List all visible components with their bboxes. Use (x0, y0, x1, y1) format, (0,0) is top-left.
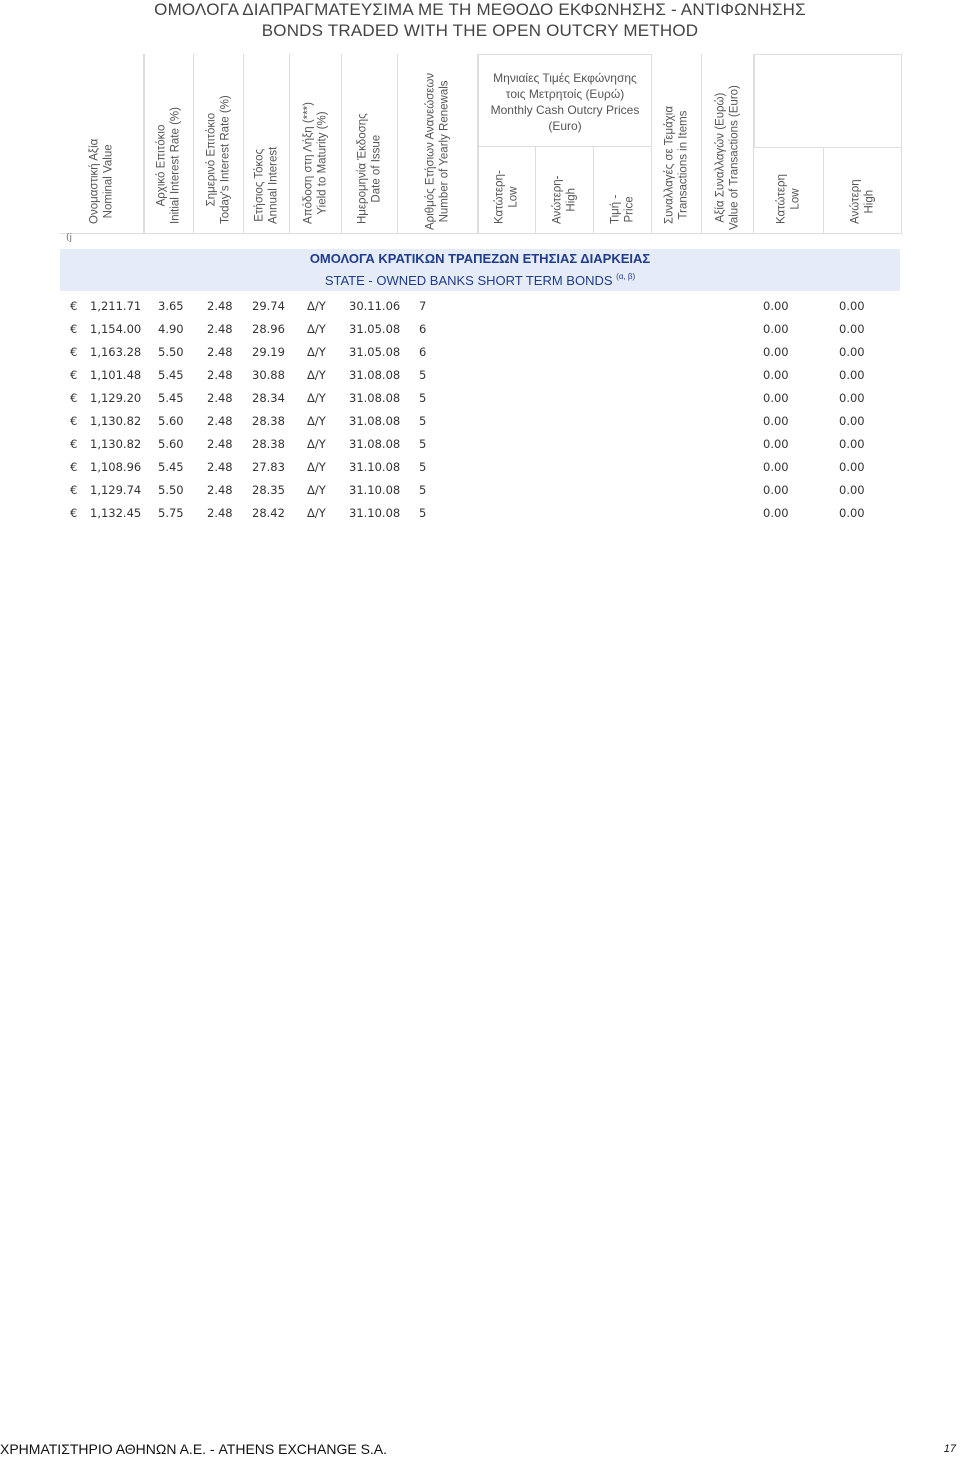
cell-yield: Δ/Υ (307, 322, 326, 336)
col-today-en: Today's Interest Rate (%) (218, 95, 231, 224)
col-transactions-header (652, 54, 702, 234)
cell-yield: Δ/Υ (307, 460, 326, 474)
cell-renewals: 5 (419, 506, 427, 520)
cell-currency: € (70, 414, 78, 428)
cell-initial-rate: 5.45 (158, 368, 184, 382)
cell-high: 0.00 (839, 506, 865, 520)
col-ytm-gr: Απόδοση στη Λήξη (***) (302, 102, 314, 224)
cell-currency: € (70, 322, 78, 336)
col-low-header (754, 147, 824, 234)
monthly-line4: (Euro) (548, 119, 582, 133)
section-note: (α, β) (616, 272, 636, 281)
cell-renewals: 6 (419, 345, 427, 359)
cell-today-rate: 2.48 (207, 414, 233, 428)
col-nominal-gr: Ονομαστική Αξία (88, 138, 100, 224)
cell-yield: Δ/Υ (307, 345, 326, 359)
cell-nominal: 1,132.45 (90, 506, 142, 520)
cell-nominal: 1,129.20 (90, 391, 142, 405)
cell-today-rate: 2.48 (207, 506, 233, 520)
monthly-prices-header (478, 54, 652, 147)
cell-initial-rate: 5.45 (158, 391, 184, 405)
table-row (0, 483, 960, 501)
cell-today-rate: 2.48 (207, 345, 233, 359)
table-row (0, 345, 960, 363)
table-row (0, 368, 960, 386)
col-m-low-gr: Κατώτερη- (493, 170, 506, 224)
cell-low: 0.00 (763, 368, 789, 382)
col-m-price-header (594, 147, 652, 234)
cell-high: 0.00 (839, 368, 865, 382)
cell-nominal: 1,130.82 (90, 414, 142, 428)
cell-low: 0.00 (763, 299, 789, 313)
cell-issue-date: 31.08.08 (349, 391, 401, 405)
cell-annual-interest: 27.83 (252, 460, 285, 474)
cell-today-rate: 2.48 (207, 368, 233, 382)
col-nominal-en: Nominal Value (101, 144, 114, 219)
cell-today-rate: 2.48 (207, 460, 233, 474)
col-initial-gr: Αρχικό Επιτόκιο (155, 124, 168, 207)
cell-issue-date: 31.08.08 (349, 368, 401, 382)
cell-low: 0.00 (763, 345, 789, 359)
cell-low: 0.00 (763, 322, 789, 336)
table-row (0, 299, 960, 317)
col-value-gr: Αξία Συναλλαγών (Ευρώ) (714, 92, 726, 223)
col-renewals-header (398, 54, 478, 234)
cell-issue-date: 30.11.06 (349, 299, 401, 313)
col-m-high-en: High (564, 187, 577, 212)
col-initial-en: Initial Interest Rate (%) (169, 107, 181, 224)
col-today-gr: Σημερινό Επιτόκιο (205, 112, 217, 207)
cell-issue-date: 31.10.08 (349, 460, 401, 474)
cell-annual-interest: 28.35 (252, 483, 285, 497)
cell-currency: € (70, 437, 78, 451)
cell-issue-date: 31.08.08 (349, 437, 401, 451)
cell-high: 0.00 (839, 345, 865, 359)
cell-currency: € (70, 483, 78, 497)
cell-initial-rate: 3.65 (158, 299, 184, 313)
cell-currency: € (70, 391, 78, 405)
cell-issue-date: 31.08.08 (349, 414, 401, 428)
cell-renewals: 6 (419, 322, 427, 336)
cell-renewals: 5 (419, 414, 427, 428)
col-annual-header (244, 54, 290, 234)
cell-annual-interest: 28.34 (252, 391, 285, 405)
cell-high: 0.00 (839, 483, 865, 497)
cell-annual-interest: 28.96 (252, 322, 285, 336)
section-title-english-text: STATE - OWNED BANKS SHORT TERM BONDS (324, 273, 613, 288)
footer-text: ΧΡΗΜΑΤΙΣΤΗΡΙΟ ΑΘΗΝΩΝ Α.Ε. - ATHENS EXCHANGE S.A. (0, 1441, 388, 1457)
cell-high: 0.00 (839, 437, 865, 451)
cell-today-rate: 2.48 (207, 299, 233, 313)
cell-renewals: 5 (419, 483, 427, 497)
cell-currency: € (70, 506, 78, 520)
table-row (0, 414, 960, 432)
cell-today-rate: 2.48 (207, 391, 233, 405)
cell-today-rate: 2.48 (207, 483, 233, 497)
col-m-low-header (478, 147, 536, 234)
header-bottom-rule (60, 233, 902, 234)
cell-yield: Δ/Υ (307, 368, 326, 382)
col-annual-gr: Ετήσιος Τόκος (253, 148, 265, 222)
cell-nominal: 1,129.74 (90, 483, 142, 497)
price-range-header-box (754, 54, 902, 147)
cell-yield: Δ/Υ (307, 391, 326, 405)
cell-low: 0.00 (763, 414, 789, 428)
page-footer (0, 1441, 960, 1459)
cell-renewals: 5 (419, 391, 427, 405)
col-today-header (194, 54, 244, 234)
cell-nominal: 1,163.28 (90, 345, 142, 359)
page-number: 17 (943, 1443, 956, 1455)
col-low-gr: Κατώτερη (775, 174, 787, 224)
cell-renewals: 5 (419, 437, 427, 451)
cell-nominal: 1,211.71 (90, 299, 142, 313)
cell-yield: Δ/Υ (307, 299, 326, 313)
cell-yield: Δ/Υ (307, 483, 326, 497)
cell-annual-interest: 28.38 (252, 414, 285, 428)
col-m-price-en: Price (622, 196, 635, 223)
cell-nominal: 1,154.00 (90, 322, 142, 336)
col-transactions-gr: Συναλλαγές σε Τεμάχια (663, 106, 675, 224)
col-nominal-header (60, 54, 144, 234)
cell-annual-interest: 29.74 (252, 299, 285, 313)
col-date-en: Date of Issue (369, 134, 382, 203)
cell-yield: Δ/Υ (307, 414, 326, 428)
cell-low: 0.00 (763, 483, 789, 497)
cell-renewals: 5 (419, 368, 427, 382)
cell-low: 0.00 (763, 460, 789, 474)
section-banner (60, 249, 900, 291)
col-high-gr: Ανώτερη (849, 179, 861, 224)
col-renewals-gr: Αριθμός Ετήσιων Ανανεώσεων (424, 72, 436, 230)
cell-today-rate: 2.48 (207, 437, 233, 451)
cell-yield: Δ/Υ (307, 437, 326, 451)
col-annual-en: Annual Interest (266, 146, 279, 224)
cell-issue-date: 31.10.08 (349, 483, 401, 497)
cell-high: 0.00 (839, 299, 865, 313)
cell-high: 0.00 (839, 414, 865, 428)
table-row (0, 460, 960, 478)
col-value-header (702, 54, 754, 234)
cell-nominal: 1,101.48 (90, 368, 142, 382)
col-renewals-en: Number of Yearly Renewals (437, 80, 450, 223)
cell-initial-rate: 5.50 (158, 345, 184, 359)
table-row (0, 437, 960, 455)
monthly-line2: τοις Μετρητοίς (Ευρώ) (505, 87, 625, 101)
cell-high: 0.00 (839, 460, 865, 474)
col-high-en: High (862, 189, 875, 214)
cell-currency: € (70, 368, 78, 382)
cell-initial-rate: 4.90 (158, 322, 184, 336)
cell-today-rate: 2.48 (207, 322, 233, 336)
cell-low: 0.00 (763, 391, 789, 405)
cell-annual-interest: 30.88 (252, 368, 285, 382)
cell-currency: € (70, 345, 78, 359)
cell-annual-interest: 29.19 (252, 345, 285, 359)
col-value-en: Value of Transactions (Euro) (727, 85, 740, 230)
cell-issue-date: 31.10.08 (349, 506, 401, 520)
col-m-high-gr: Ανώτερη- (551, 175, 563, 224)
cell-initial-rate: 5.60 (158, 414, 184, 428)
cell-annual-interest: 28.42 (252, 506, 285, 520)
table-row (0, 322, 960, 340)
cell-issue-date: 31.05.08 (349, 345, 401, 359)
cell-low: 0.00 (763, 506, 789, 520)
table-row (0, 391, 960, 409)
cell-initial-rate: 5.75 (158, 506, 184, 520)
cell-initial-rate: 5.50 (158, 483, 184, 497)
col-ytm-header (290, 54, 342, 234)
monthly-line1: Μηνιαίες Τιμές Εκφώνησης (493, 71, 637, 85)
cell-high: 0.00 (839, 391, 865, 405)
cell-initial-rate: 5.60 (158, 437, 184, 451)
col-m-high-header (536, 147, 594, 234)
col-high-header (824, 147, 902, 234)
monthly-line3: Monthly Cash Outcry Prices (490, 103, 640, 117)
cell-yield: Δ/Υ (307, 506, 326, 520)
cell-initial-rate: 5.45 (158, 460, 184, 474)
col-date-header (342, 54, 398, 234)
page-title-greek: ΟΜΟΛΟΓΑ ΔΙΑΠΡΑΓΜΑΤΕΥΣΙΜΑ ΜΕ ΤΗ ΜΕΘΟΔΟ ΕΚΦΩΝΗΣΗΣ - ΑΝΤΙΦΩΝΗΣΗΣ (154, 0, 806, 19)
section-title-greek: ΟΜΟΛΟΓΑ ΚΡΑΤΙΚΩΝ ΤΡΑΠΕΖΩΝ ΕΤΗΣΙΑΣ ΔΙΑΡΚΕΙΑΣ (309, 251, 651, 266)
cell-annual-interest: 28.38 (252, 437, 285, 451)
cell-nominal: 1,108.96 (90, 460, 142, 474)
cell-nominal: 1,130.82 (90, 437, 142, 451)
table-row (0, 506, 960, 524)
col-low-en: Low (788, 188, 801, 210)
cell-currency: € (70, 460, 78, 474)
stray-mark: (j (66, 233, 73, 243)
cell-renewals: 7 (419, 299, 427, 313)
page-title-english: BONDS TRADED WITH THE OPEN OUTCRY METHOD (261, 21, 699, 40)
cell-issue-date: 31.05.08 (349, 322, 401, 336)
cell-low: 0.00 (763, 437, 789, 451)
cell-renewals: 5 (419, 460, 427, 474)
col-m-low-en: Low (507, 186, 519, 208)
cell-high: 0.00 (839, 322, 865, 336)
col-ytm-en: Yield to Maturity (%) (315, 111, 328, 215)
col-m-price-gr: Τιμή - (609, 194, 621, 224)
section-title-english (60, 272, 900, 288)
col-date-gr: Ημερομηνία Έκδοσης (356, 113, 368, 224)
col-initial-header (144, 54, 194, 234)
col-transactions-en: Transactions in Items (676, 110, 689, 220)
cell-currency: € (70, 299, 78, 313)
